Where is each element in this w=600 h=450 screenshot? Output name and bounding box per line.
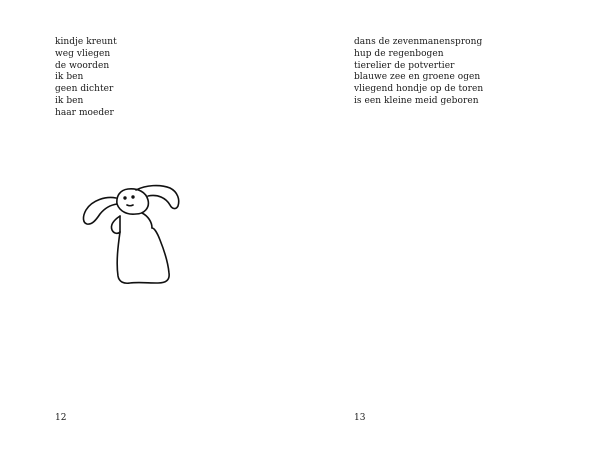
poem-left <box>55 37 117 120</box>
poem-line: geen dichter <box>55 84 114 95</box>
poem-right <box>354 37 483 108</box>
poem-line: hup de regenbogen <box>354 48 444 59</box>
page-number-left: 12 <box>55 413 67 423</box>
poem-line: blauwe zee en groene ogen <box>354 72 481 83</box>
poem-line: de woorden <box>55 60 110 71</box>
poem-line: ik ben <box>55 95 84 106</box>
poem-line: vliegend hondje op de toren <box>354 84 484 95</box>
page-number-right: 13 <box>354 413 366 423</box>
poem-line: is een kleine meid geboren <box>354 95 479 106</box>
poem-line: tierelier de potvertier <box>354 60 455 71</box>
poem-line: weg vliegen <box>55 48 111 59</box>
right-page <box>300 0 600 450</box>
poem-line: dans de zevenmanensprong <box>354 37 483 47</box>
rabbit-drawing-icon <box>80 180 185 292</box>
poem-line: kindje kreunt <box>55 37 117 47</box>
poem-line: ik ben <box>55 72 84 83</box>
poem-line: haar moeder <box>55 107 114 118</box>
